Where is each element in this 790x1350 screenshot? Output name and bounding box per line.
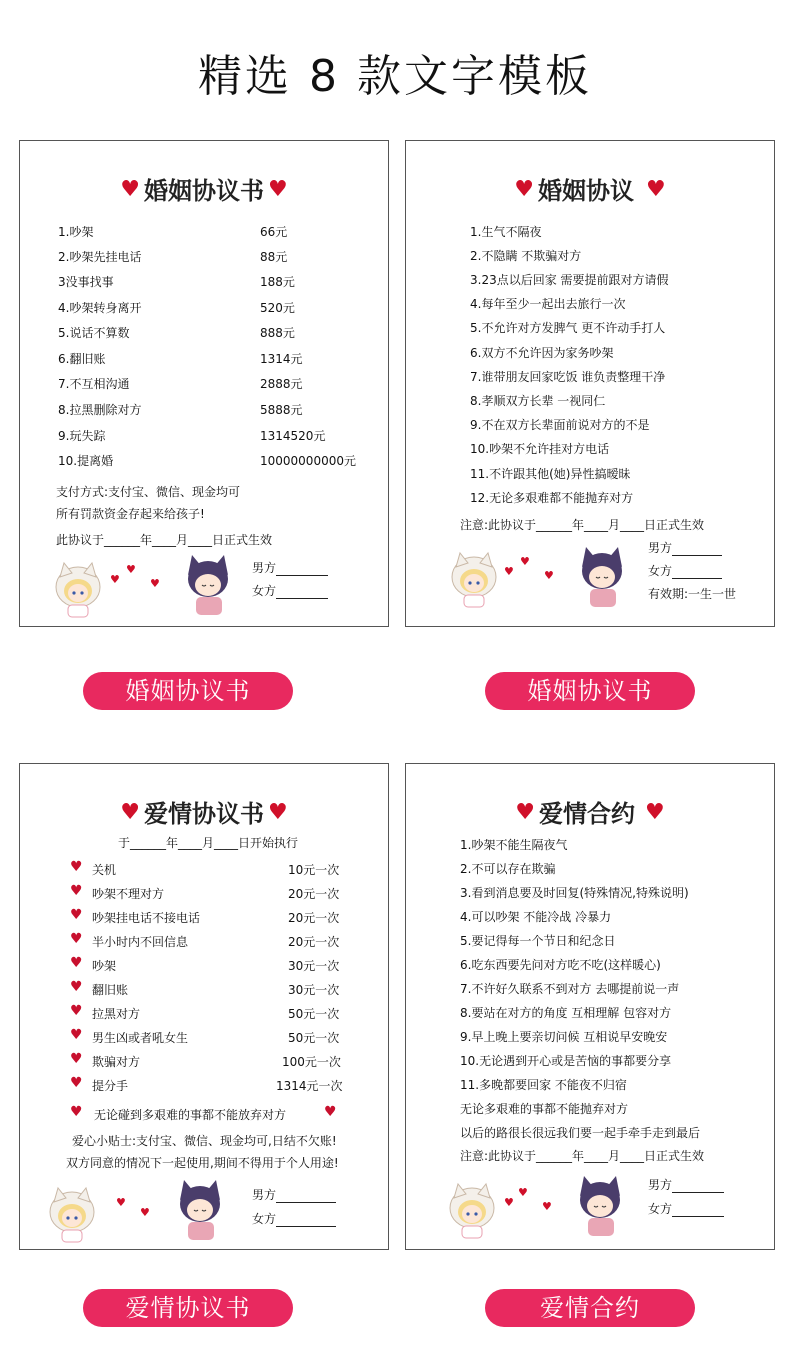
chibi-boy-illustration xyxy=(572,541,632,611)
list-item: 5.不允许对方发脾气 更不许动手打人 xyxy=(470,321,666,335)
heart-icon: ♥ xyxy=(646,175,666,202)
list-item-price: 50元一次 xyxy=(288,1007,340,1021)
list-item: 4.每年至少一起出去旅行一次 xyxy=(470,297,626,311)
heart-icon: ♥ xyxy=(520,555,530,568)
list-item: 以后的路很长很远我们要一起手牵手走到最后 xyxy=(460,1126,701,1140)
card-title-text: 婚姻协议 xyxy=(538,176,634,205)
list-item: 吵架 xyxy=(92,959,117,973)
heart-icon: ♥ xyxy=(645,798,665,825)
template-label-button[interactable]: 爱情合约 xyxy=(485,1289,695,1327)
list-item-price: 1314元一次 xyxy=(276,1079,343,1093)
list-item: 4.可以吵架 不能冷战 冷暴力 xyxy=(460,910,612,924)
chibi-girl-illustration xyxy=(44,1184,100,1244)
list-item: 6.双方不允许因为家务吵架 xyxy=(470,346,614,360)
list-item: 无论多艰难的事都不能抛弃对方 xyxy=(460,1102,629,1116)
male-signature-field[interactable]: 男方 xyxy=(648,1176,724,1193)
savings-note: 所有罚款资金存起来给孩子! xyxy=(56,507,205,521)
chibi-girl-illustration xyxy=(444,1180,500,1240)
heart-icon: ♥ xyxy=(515,798,535,825)
heart-icon: ♥ xyxy=(324,1104,337,1120)
list-item-price: 888元 xyxy=(260,326,295,340)
list-item-price: 1314520元 xyxy=(260,429,326,443)
card-title xyxy=(406,171,774,206)
list-item: 拉黑对方 xyxy=(92,1007,141,1021)
female-signature-field[interactable]: 女方 xyxy=(648,1200,724,1217)
heart-icon: ♥ xyxy=(504,565,514,578)
list-item-price: 66元 xyxy=(260,225,288,239)
list-item: 1.生气不隔夜 xyxy=(470,225,542,239)
list-item: 6.吃东西要先问对方吃不吃(这样暖心) xyxy=(460,958,661,972)
card-title xyxy=(406,794,774,829)
list-item: 3.看到消息要及时回复(特殊情况,特殊说明) xyxy=(460,886,689,900)
list-item: 11.多晚都要回家 不能夜不归宿 xyxy=(460,1078,627,1092)
list-item: 10.吵架不允许挂对方电话 xyxy=(470,442,610,456)
heart-icon: ♥ xyxy=(140,1206,150,1219)
heart-icon: ♥ xyxy=(268,175,288,202)
heart-icon: ♥ xyxy=(514,175,534,202)
list-item: 11.不许跟其他(她)异性搞暧昧 xyxy=(470,467,631,481)
template-card-3[interactable] xyxy=(19,763,389,1250)
payment-note: 支付方式:支付宝、微信、现金均可 xyxy=(56,485,241,499)
chibi-boy-illustration xyxy=(170,1174,230,1244)
list-item-price: 20元一次 xyxy=(288,935,340,949)
broken-heart-icon: ♥ xyxy=(70,979,83,995)
list-item: 1.吵架 xyxy=(58,225,94,239)
motto-text: 无论碰到多艰难的事都不能放弃对方 xyxy=(94,1108,287,1122)
heart-icon: ♥ xyxy=(518,1186,528,1199)
broken-heart-icon: ♥ xyxy=(70,1075,83,1091)
female-signature-field[interactable]: 女方 xyxy=(252,582,328,599)
list-item: 10.无论遇到开心或是苦恼的事都要分享 xyxy=(460,1054,672,1068)
broken-heart-icon: ♥ xyxy=(70,907,83,923)
list-item-price: 10元一次 xyxy=(288,863,340,877)
card-title xyxy=(20,794,388,829)
chibi-girl-illustration xyxy=(50,559,106,619)
broken-heart-icon: ♥ xyxy=(70,883,83,899)
broken-heart-icon: ♥ xyxy=(70,1051,83,1067)
template-label-button[interactable]: 婚姻协议书 xyxy=(485,672,695,710)
list-item: 3.23点以后回家 需要提前跟对方请假 xyxy=(470,273,669,287)
list-item: 5.要记得每一个节日和纪念日 xyxy=(460,934,616,948)
broken-heart-icon: ♥ xyxy=(70,931,83,947)
list-item: 关机 xyxy=(92,863,117,877)
heart-icon: ♥ xyxy=(504,1196,514,1209)
heart-icon: ♥ xyxy=(120,798,140,825)
start-date-line: 于______年____月____日开始执行 xyxy=(118,836,299,850)
list-item-price: 5888元 xyxy=(260,403,303,417)
list-item-price: 88元 xyxy=(260,250,288,264)
male-signature-field[interactable]: 男方 xyxy=(648,539,722,556)
broken-heart-icon: ♥ xyxy=(70,1003,83,1019)
list-item-price: 2888元 xyxy=(260,377,303,391)
male-signature-field[interactable]: 男方 xyxy=(252,1186,336,1203)
list-item: 提分手 xyxy=(92,1079,129,1093)
list-item-price: 10000000000元 xyxy=(260,454,356,468)
list-item-price: 30元一次 xyxy=(288,983,340,997)
list-item: 2.不可以存在欺骗 xyxy=(460,862,556,876)
heart-icon: ♥ xyxy=(120,175,140,202)
list-item: 吵架不理对方 xyxy=(92,887,165,901)
list-item: 6.翻旧账 xyxy=(58,352,106,366)
heart-icon: ♥ xyxy=(126,563,136,576)
effective-date-line: 注意:此协议于______年____月____日正式生效 xyxy=(460,1149,705,1163)
list-item: 7.谁带朋友回家吃饭 谁负责整理干净 xyxy=(470,370,666,384)
list-item: 欺骗对方 xyxy=(92,1055,141,1069)
list-item: 9.不在双方长辈面前说对方的不是 xyxy=(470,418,650,432)
list-item: 2.吵架先挂电话 xyxy=(58,250,142,264)
heart-icon: ♥ xyxy=(150,577,160,590)
effective-date-line: 此协议于______年____月____日正式生效 xyxy=(56,533,273,547)
list-item: 8.拉黑删除对方 xyxy=(58,403,142,417)
heart-icon: ♥ xyxy=(110,573,120,586)
list-item: 7.不许好久联系不到对方 去哪提前说一声 xyxy=(460,982,680,996)
list-item: 2.不隐瞒 不欺骗对方 xyxy=(470,249,582,263)
template-label-button[interactable]: 婚姻协议书 xyxy=(83,672,293,710)
template-label-button[interactable]: 爱情协议书 xyxy=(83,1289,293,1327)
chibi-girl-illustration xyxy=(446,549,502,609)
list-item: 7.不互相沟通 xyxy=(58,377,130,391)
heart-icon: ♥ xyxy=(542,1200,552,1213)
broken-heart-icon: ♥ xyxy=(70,955,83,971)
heart-icon: ♥ xyxy=(116,1196,126,1209)
male-signature-field[interactable]: 男方 xyxy=(252,559,328,576)
effective-date-line: 注意:此协议于______年____月____日正式生效 xyxy=(460,518,705,532)
list-item-price: 1314元 xyxy=(260,352,303,366)
broken-heart-icon: ♥ xyxy=(70,1027,83,1043)
list-item: 半小时内不回信息 xyxy=(92,935,189,949)
list-item: 5.说话不算数 xyxy=(58,326,130,340)
list-item-price: 20元一次 xyxy=(288,887,340,901)
list-item: 3没事找事 xyxy=(58,275,114,289)
heart-icon: ♥ xyxy=(70,1104,83,1120)
list-item: 吵架挂电话不接电话 xyxy=(92,911,201,925)
list-item: 1.吵架不能生隔夜气 xyxy=(460,838,568,852)
heart-icon: ♥ xyxy=(268,798,288,825)
list-item-price: 188元 xyxy=(260,275,295,289)
template-card-1[interactable] xyxy=(19,140,389,627)
heart-icon: ♥ xyxy=(544,569,554,582)
list-item-price: 100元一次 xyxy=(282,1055,341,1069)
list-item: 9.早上晚上要亲切问候 互相说早安晚安 xyxy=(460,1030,668,1044)
chibi-boy-illustration xyxy=(178,549,238,619)
list-item: 8.孝顺双方长辈 一视同仁 xyxy=(470,394,606,408)
list-item: 4.吵架转身离开 xyxy=(58,301,142,315)
usage-note: 双方同意的情况下一起使用,期间不得用于个人用途! xyxy=(66,1156,339,1170)
card-title-text: 爱情协议书 xyxy=(144,799,264,828)
list-item: 10.提离婚 xyxy=(58,454,114,468)
list-item-price: 50元一次 xyxy=(288,1031,340,1045)
list-item: 男生凶或者吼女生 xyxy=(92,1031,189,1045)
card-title-text: 爱情合约 xyxy=(539,799,635,828)
tip-note: 爱心小贴士:支付宝、微信、现金均可,日结不欠账! xyxy=(72,1134,337,1148)
template-card-2[interactable] xyxy=(405,140,775,627)
template-card-4[interactable] xyxy=(405,763,775,1250)
list-item: 8.要站在对方的角度 互相理解 包容对方 xyxy=(460,1006,672,1020)
list-item-price: 20元一次 xyxy=(288,911,340,925)
list-item: 9.玩失踪 xyxy=(58,429,106,443)
list-item: 12.无论多艰难都不能抛弃对方 xyxy=(470,491,634,505)
page-title: 精选 8 款文字模板 xyxy=(198,51,592,102)
chibi-boy-illustration xyxy=(570,1170,630,1240)
broken-heart-icon: ♥ xyxy=(70,859,83,875)
card-title xyxy=(20,171,388,206)
list-item-price: 520元 xyxy=(260,301,295,315)
female-signature-field[interactable]: 女方 xyxy=(648,562,722,579)
female-signature-field[interactable]: 女方 xyxy=(252,1210,336,1227)
list-item-price: 30元一次 xyxy=(288,959,340,973)
validity-text: 有效期:一生一世 xyxy=(648,587,737,601)
list-item: 翻旧账 xyxy=(92,983,129,997)
card-title-text: 婚姻协议书 xyxy=(144,176,264,205)
